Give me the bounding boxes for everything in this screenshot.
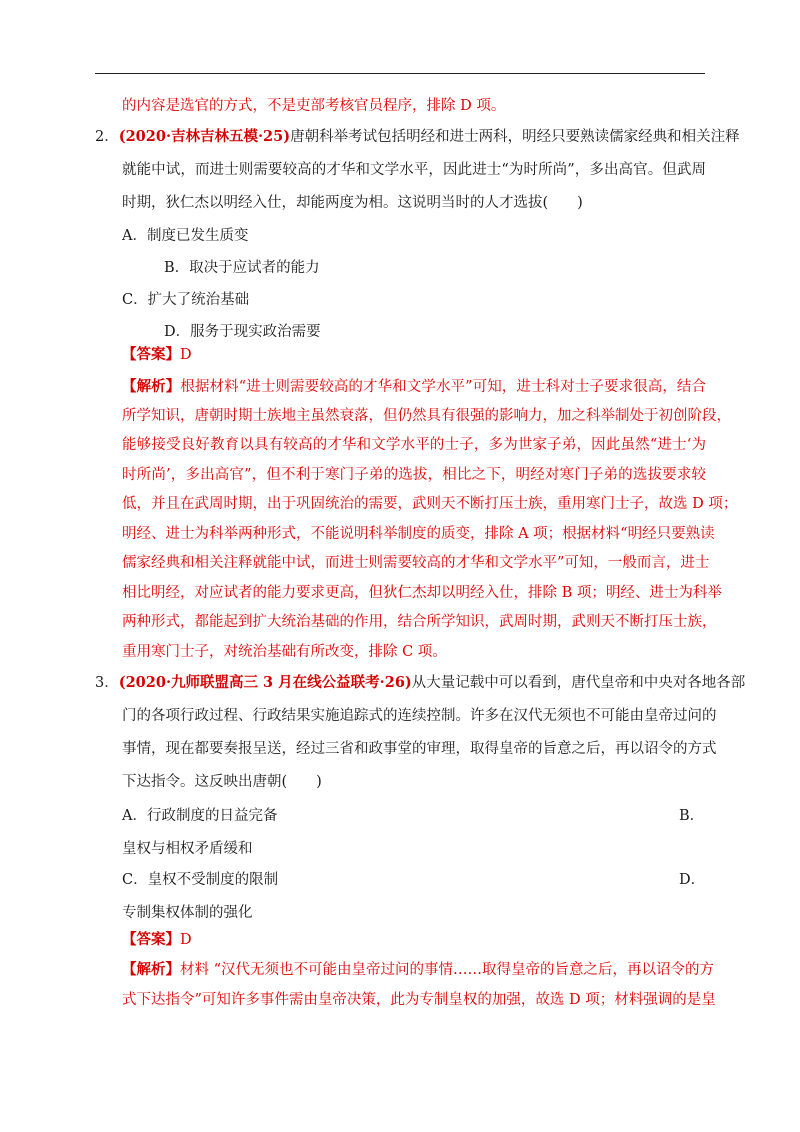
q3-stem-text: 从大量记载中可以看到，唐代皇帝和中央对各地各部	[411, 675, 746, 691]
q3-option-a: A．行政制度的日益完备	[122, 808, 278, 824]
q2-answer	[122, 345, 192, 365]
q2-option-b: B．取决于应试者的能力	[164, 260, 320, 276]
q3-option-d-label: D．	[679, 872, 706, 888]
q3-option-b-label: B．	[679, 808, 705, 824]
q2-analysis-line: 低，并且在武周时期，出于巩固统治的需要，武则天不断打压士族，重用寒门士子，故选 D 项；	[122, 496, 738, 512]
q3-option-b-text: 皇权与相权矛盾缓和	[122, 841, 253, 857]
q2-option-a: A．制度已发生质变	[122, 228, 249, 244]
q2-analysis-tag: 【解析】	[122, 378, 181, 395]
q3-answer-tag: 【答案】	[122, 931, 180, 948]
q2-analysis-line: 能够接受良好教育以具有较高的才华和文学水平的士子，多为世家子弟，因此虽然“进士‘为	[122, 437, 706, 453]
q2-answer-value: D	[180, 347, 192, 363]
q3-stem-line: 下达指令。这反映出唐朝( )	[122, 774, 322, 790]
header-rule	[95, 73, 705, 74]
q3-number: 3．	[95, 675, 119, 691]
q3-stem-line: 门的各项行政过程、行政结果实施追踪式的连续控制。许多在汉代无须也不可能由皇帝过问的	[122, 708, 717, 724]
q2-stem-line: 就能中试，而进士则需要较高的才华和文学水平，因此进士“为时所尚”，多出高官。但武周	[122, 162, 706, 178]
q2-answer-tag: 【答案】	[122, 346, 180, 363]
q2-analysis-line: 所学知识，唐朝时期士族地主虽然衰落，但仍然具有很强的影响力，加之科举制处于初创阶段，	[122, 408, 731, 424]
q3-analysis-tag: 【解析】	[122, 961, 180, 978]
q2-number: 2．	[95, 129, 119, 145]
q2-analysis-line: 时所尚’，多出高官”，但不利于寒门子弟的选拔，相比之下，明经对寒门子弟的选拔要求较	[122, 467, 706, 483]
q2-option-c: C．扩大了统治基础	[122, 292, 250, 308]
q3-stem-line	[95, 673, 746, 693]
q3-answer-value: D	[180, 932, 192, 948]
q2-stem-line: 时期，狄仁杰以明经入仕，却能两度为相。这说明当时的人才选拔( )	[122, 195, 583, 211]
q2-analysis-line: 明经、进士为科举两种形式，不能说明科举制度的质变，排除 A 项；根据材料“明经只要熟读	[122, 526, 715, 542]
q2-option-d: D．服务于现实政治需要	[164, 324, 321, 340]
q3-stem-line: 事情，现在都要奏报呈送，经过三省和政事堂的审理，取得皇帝的旨意之后，再以诏令的方式	[122, 741, 717, 757]
q2-analysis-line: 【解析】根据材料“进士则需要较高的才华和文学水平”可知，进士科对士子要求很高，结合	[122, 378, 707, 395]
q3-option-c: C．皇权不受制度的限制	[122, 872, 279, 888]
q3-analysis-line: 【解析】材料 “汉代无须也不可能由皇帝过问的事情……取得皇帝的旨意之后，再以诏令的方	[122, 961, 715, 978]
q3-analysis-line: 式下达指令”可知许多事件需由皇帝决策，此为专制皇权的加强，故选 D 项；材料强调的是皇	[122, 992, 716, 1008]
q2-analysis-line: 儒家经典和相关注释就能中试，而进士则需要较高的才华和文学水平”可知，一般而言，进士	[122, 555, 710, 571]
q2-source: (2020·吉林吉林五模·25)	[118, 128, 291, 145]
q2-analysis-line: 两种形式，都能起到扩大统治基础的作用，结合所学知识，武周时期，武则天不断打压士族，	[122, 614, 717, 630]
q2-analysis-line: 重用寒门士子，对统治基础有所改变，排除 C 项。	[122, 644, 447, 660]
q3-answer	[122, 930, 192, 950]
q2-stem-text: 唐朝科举考试包括明经和进士两科，明经只要熟读儒家经典和相关注释	[290, 129, 740, 145]
q2-stem-line	[95, 127, 740, 147]
q3-option-d-text: 专制集权体制的强化	[122, 905, 253, 921]
q2-analysis-line: 相比明经，对应试者的能力要求更高，但狄仁杰却以明经入仕，排除 B 项；明经、进士为科举	[122, 585, 722, 601]
q3-source: (2020·九师联盟高三 3 月在线公益联考·26)	[118, 674, 412, 691]
carryover-analysis-line: 的内容是选官的方式，不是吏部考核官员程序，排除 D 项。	[122, 98, 506, 114]
